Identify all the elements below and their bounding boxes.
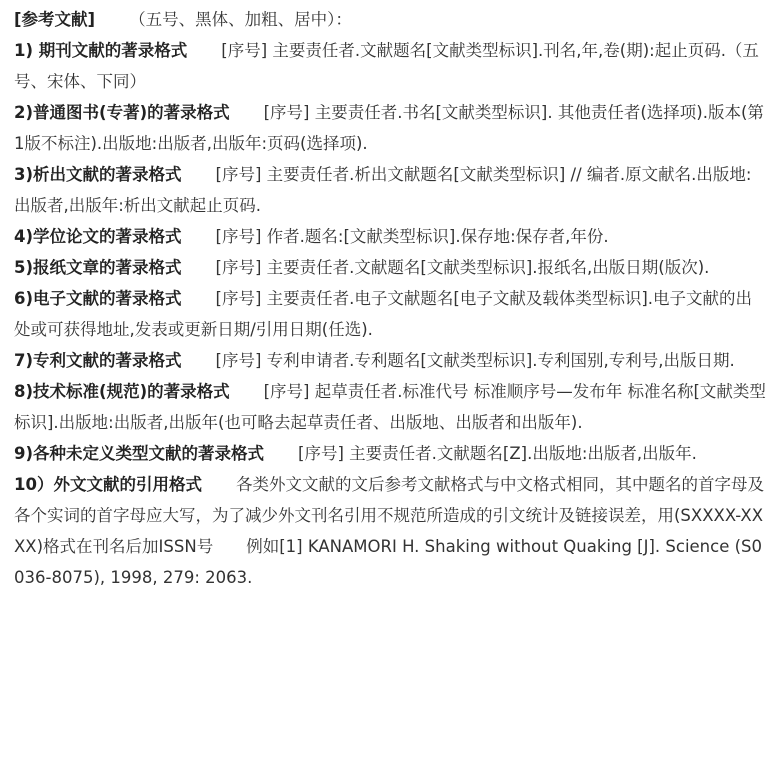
entry-text: [序号] 主要责任者.文献题名[文献类型标识].报纸名,出版日期(版次).: [215, 258, 710, 277]
entry-heading: 7)专利文献的著录格式: [14, 351, 182, 370]
entry-undefined-type: [14, 438, 767, 469]
entry-standard: [14, 376, 767, 438]
entry-text: [序号] 主要责任者.文献题名[文献类型标识].刊名,年,卷(期):起止页码.（五号、宋体、下同）: [14, 41, 759, 91]
references-heading: [参考文献]: [14, 10, 96, 29]
entry-text: [序号] 主要责任者.电子文献题名[电子文献及载体类型标识].电子文献的出处或可获得地址,发表或更新日期/引用日期(任选).: [14, 289, 753, 339]
entry-thesis: [14, 221, 767, 252]
entry-heading: 9)各种未定义类型文献的著录格式: [14, 444, 265, 463]
entry-heading: 2)普通图书(专著)的著录格式: [14, 103, 230, 122]
entry-electronic: [14, 283, 767, 345]
entry-text: [序号] 作者.题名:[文献类型标识].保存地:保存者,年份.: [215, 227, 609, 246]
entry-text: [序号] 主要责任者.书名[文献类型标识]. 其他责任者(选择项).版本(第1版不标注).出版地:出版者,出版年:页码(选择项).: [14, 103, 764, 153]
entry-heading: 5)报纸文章的著录格式: [14, 258, 182, 277]
entry-text: 各类外文文献的文后参考文献格式与中文格式相同，其中题名的首字母及各个实词的首字母应大写，为了减少外文刊名引用不规范所造成的引文统计及链接误差，用(SXXXX-XXXX)格式在刊名后加ISSN号 例如[1] KANAMORI H. Shaking without Quaking [J]. Science (S0036-8075), 1998, 279: 2063.: [14, 475, 764, 587]
entry-patent: [14, 345, 767, 376]
references-intro: [14, 4, 767, 35]
entry-text: [序号] 专利申请者.专利题名[文献类型标识].专利国别,专利号,出版日期.: [215, 351, 735, 370]
entry-text: [序号] 起草责任者.标准代号 标准顺序号—发布年 标准名称[文献类型标识].出版地:出版者,出版年(也可略去起草责任者、出版地、出版者和出版年).: [14, 382, 766, 432]
entry-heading: 8)技术标准(规范)的著录格式: [14, 382, 230, 401]
entry-text: [序号] 主要责任者.析出文献题名[文献类型标识] // 编者.原文献名.出版地:出版者,出版年:析出文献起止页码.: [14, 165, 752, 215]
entry-foreign: [14, 469, 767, 593]
entry-heading: 3)析出文献的著录格式: [14, 165, 182, 184]
entry-text: [序号] 主要责任者.文献题名[Z].出版地:出版者,出版年.: [298, 444, 697, 463]
entry-book: [14, 97, 767, 159]
entry-heading: 6)电子文献的著录格式: [14, 289, 182, 308]
entry-journal: [14, 35, 767, 97]
entry-analytic: [14, 159, 767, 221]
entry-newspaper: [14, 252, 767, 283]
entry-heading: 4)学位论文的著录格式: [14, 227, 182, 246]
references-heading-note: （五号、黑体、加粗、居中）：: [129, 10, 352, 29]
entry-heading: 10）外文文献的引用格式: [14, 475, 202, 494]
entry-heading: 1) 期刊文献的著录格式: [14, 41, 188, 60]
